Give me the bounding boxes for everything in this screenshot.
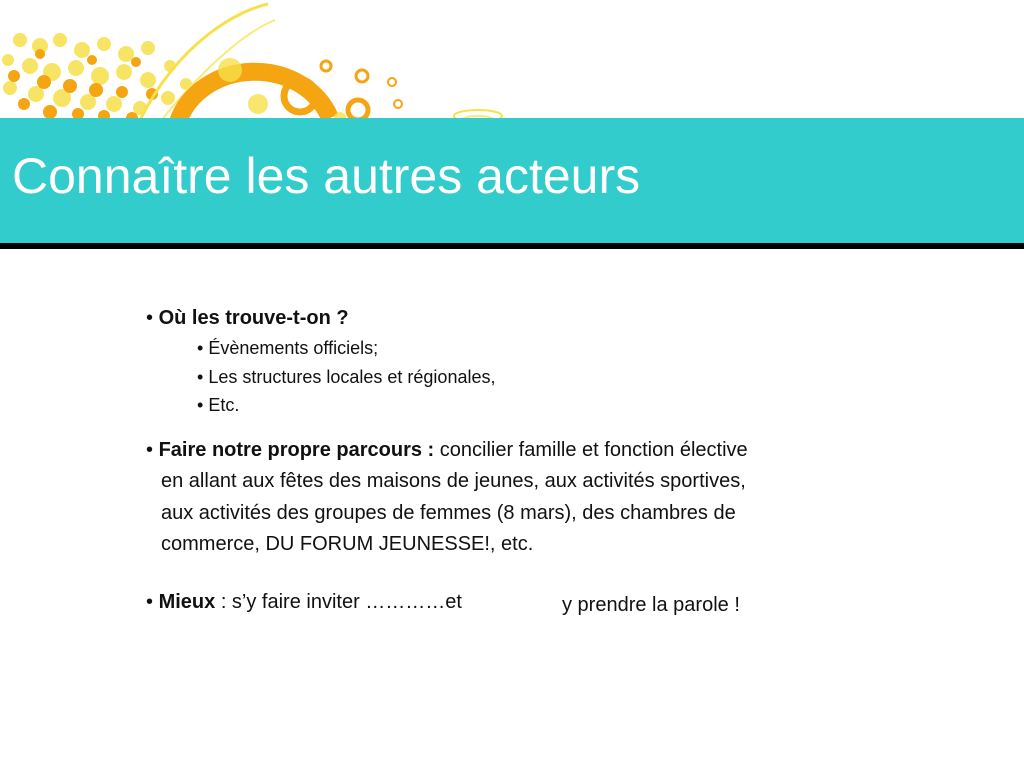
bullet-text: concilier famille et fonction élective [434, 439, 748, 461]
bullet-label: Où les trouve-t-on ? [158, 307, 349, 329]
bullet-marker: • [146, 439, 154, 461]
bullet-marker: • [197, 395, 204, 415]
sub-bullet-text: Etc. [208, 395, 240, 415]
bullet-marker: • [146, 307, 154, 329]
bullet-text: : s’y faire inviter …………et [215, 591, 462, 613]
bullet-continuation: en allant aux fêtes des maisons de jeunes, aux activités sportives, [161, 470, 746, 492]
sub-bullet-text: Évènements officiels; [208, 338, 379, 358]
sub-bullet [197, 395, 239, 416]
sub-bullet-text: Les structures locales et régionales, [208, 367, 496, 387]
bullet-continuation: commerce, DU FORUM JEUNESSE!, etc. [161, 533, 534, 555]
sub-bullet [197, 367, 495, 388]
bullet-own-path [146, 439, 748, 462]
bullet-tail-text: y prendre la parole ! [562, 594, 740, 616]
bullet-marker: • [197, 338, 204, 358]
bullet-better [146, 591, 462, 614]
bullet-where-to-find [146, 307, 349, 330]
bullet-label: Mieux [158, 591, 216, 613]
bullet-label: Faire notre propre parcours : [158, 439, 435, 461]
sub-bullet [197, 338, 378, 359]
bullet-continuation: aux activités des groupes de femmes (8 mars), des chambres de [161, 502, 736, 524]
bullet-marker: • [146, 591, 154, 613]
bullet-marker: • [197, 367, 204, 387]
slide-title: Connaître les autres acteurs [12, 148, 641, 204]
